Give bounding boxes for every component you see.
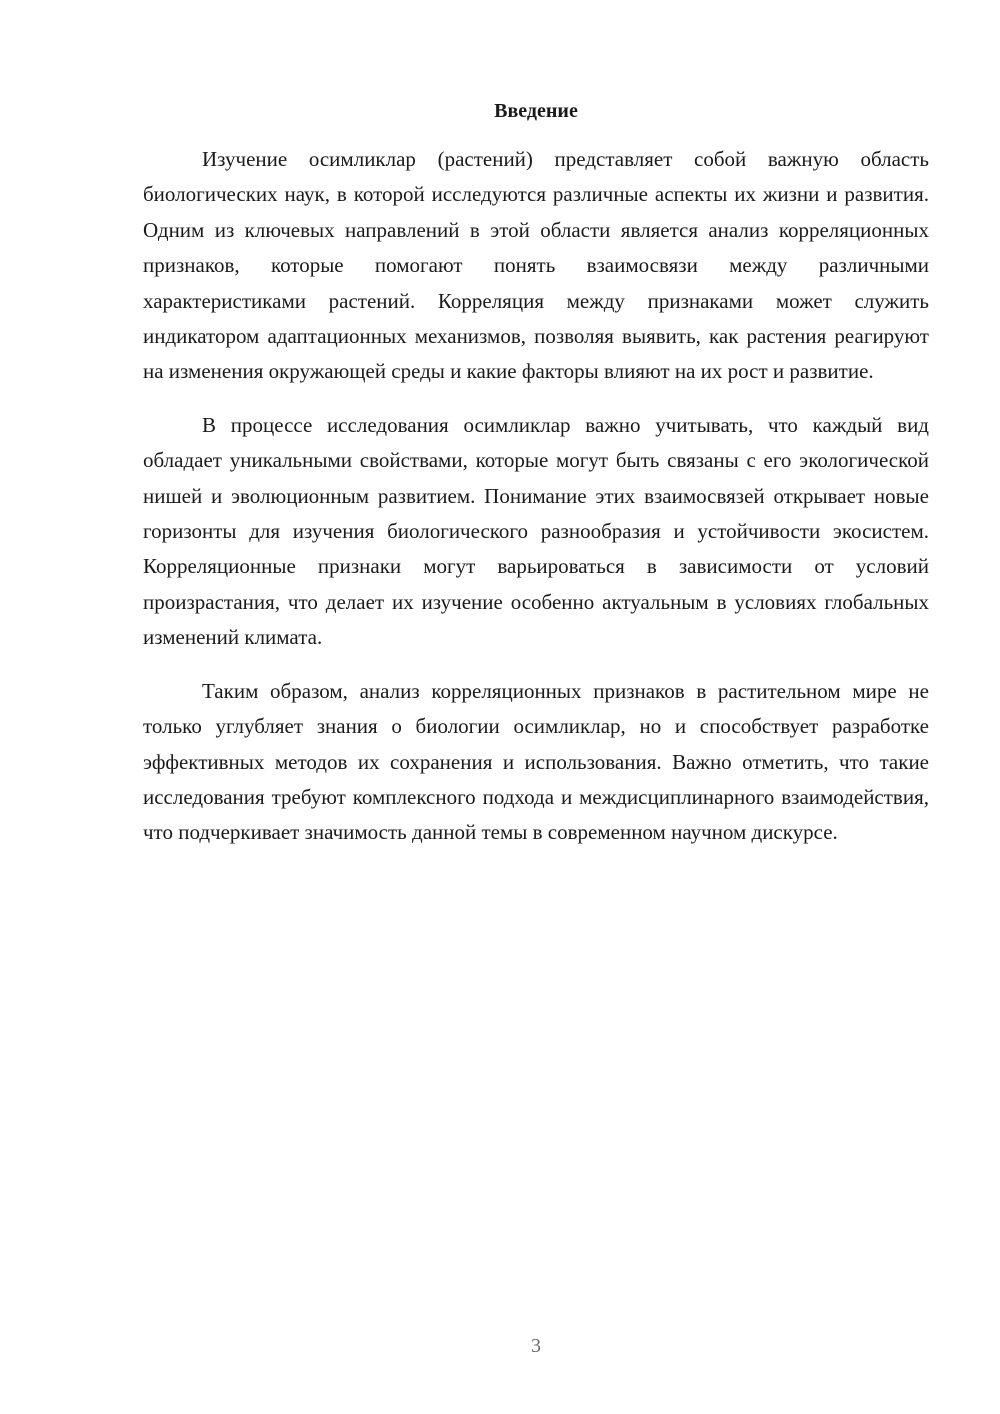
paragraph-1: Изучение осимликлар (растений) представляет собой важную область биологических наук, в которой исследуются различные аспекты их жизни и развития. Одним из ключевых направлений в этой области является анализ корреляционных признаков, которые помогают понять взаимосвязи между различными характеристиками растений. Корреляция между признаками может служить индикатором адаптационных механизмов, позволяя выявить, как растения реагируют на изменения окружающей среды и какие факторы влияют на их рост и развитие. bbox=[143, 147, 929, 384]
section-heading: Введение bbox=[494, 100, 578, 122]
paragraph-3: Таким образом, анализ корреляционных признаков в растительном мире не только углубляет знания о биологии осимликлар, но и способствует разработке эффективных методов их сохранения и использования. Важно отметить, что такие исследования требуют комплексного подхода и междисциплинарного взаимодействия, что подчеркивает значимость данной темы в современном научном дискурсе. bbox=[143, 678, 929, 845]
body-text bbox=[143, 142, 929, 869]
paragraph-2: В процессе исследования осимликлар важно учитывать, что каждый вид обладает уникальными свойствами, которые могут быть связаны с его экологической нишей и эволюционным развитием. Понимание этих взаимосвязей открывает новые горизонты для изучения биологического разнообразия и устойчивости экосистем. Корреляционные признаки могут варьироваться в зависимости от условий произрастания, что делает их изучение особенно актуальным в условиях глобальных изменений климата. bbox=[143, 412, 929, 650]
page-number: 3 bbox=[531, 1335, 541, 1357]
